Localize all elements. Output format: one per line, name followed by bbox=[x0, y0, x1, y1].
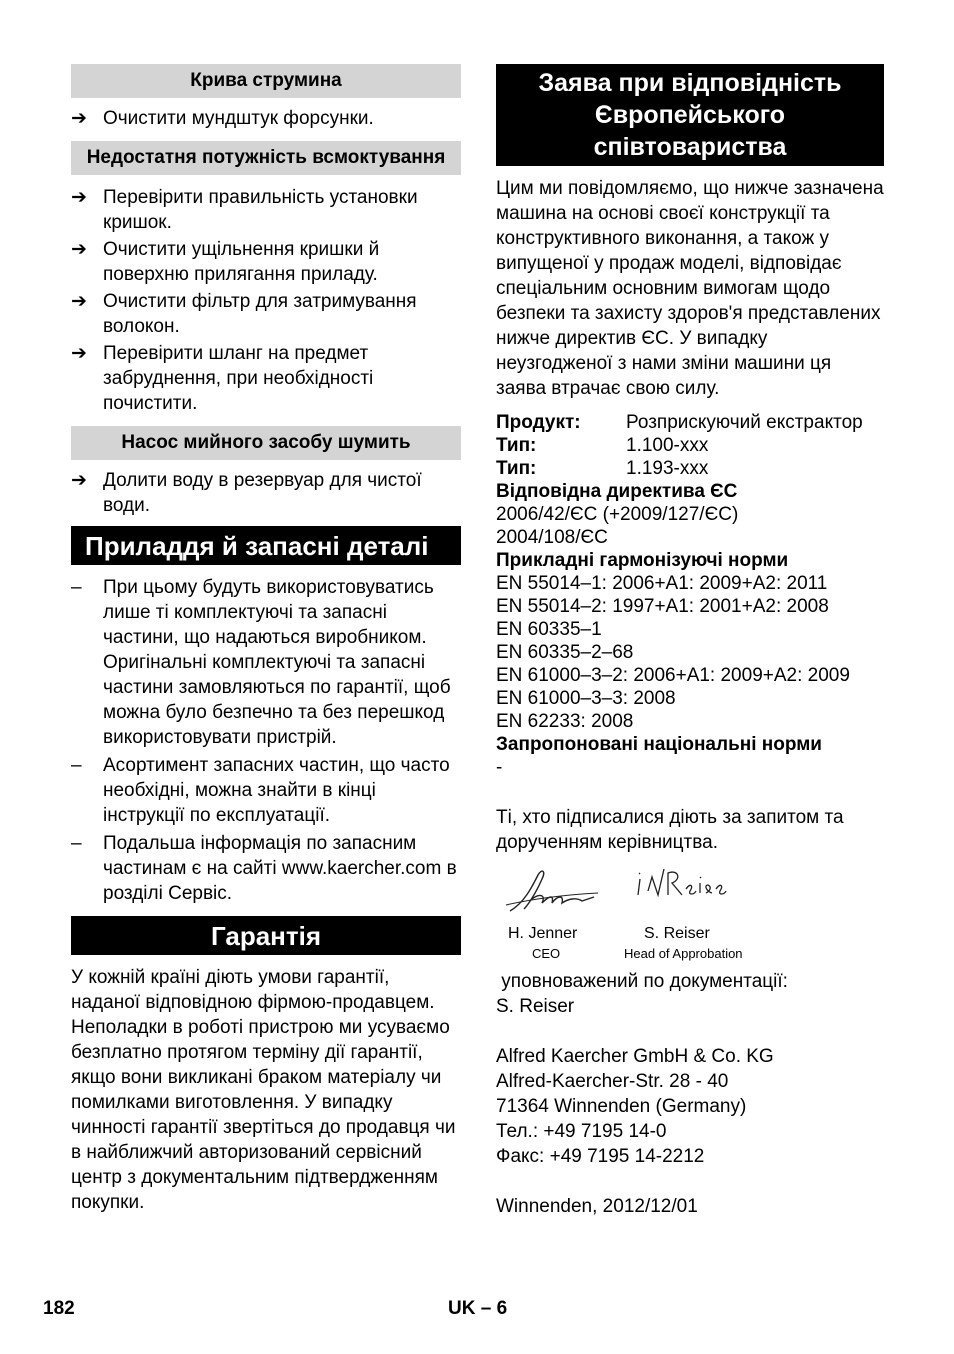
dash-bullet: – bbox=[71, 577, 82, 598]
arrow-icon: ➔ bbox=[71, 108, 87, 129]
warranty-text: У кожній країні діють умови гарантії, наданої відповідною фірмою-продавцем. Неполадки в роботі пристрою ми усуваємо безплатно протягом терміну дії гарантії, якщо вони викликані браком матеріалу чи помилками виготовлення. У випадку чинності гарантії звертіться до продавця чи в найближчий авторизований сервісний центр з документальним підтвердженням покупки. bbox=[71, 967, 456, 1213]
table-row: Продукт: Розприскуючий екстрактор bbox=[496, 412, 863, 433]
authorized-name: S. Reiser bbox=[496, 996, 575, 1017]
list-item: ➔ Перевірити шланг на предмет забруднення, при необхідності почистити. bbox=[71, 343, 374, 414]
signer-role: CEO bbox=[532, 946, 561, 961]
signer-role: Head of Approbation bbox=[624, 946, 743, 961]
left-column bbox=[71, 64, 461, 1215]
arrow-icon: ➔ bbox=[71, 187, 87, 208]
national-norms-title: Запропоновані національні норми bbox=[496, 734, 822, 755]
norm-line: EN 55014–2: 1997+A1: 2001+A2: 2008 bbox=[496, 596, 829, 617]
page-number: 182 bbox=[43, 1298, 75, 1319]
norm-line: EN 60335–2–68 bbox=[496, 642, 634, 663]
list-item: – При цьому будуть використовуватись лише ті комплектуючі та запасні частини, що надаються виробником. Оригінальні комплектуючі та запасні частини замовляються по гарантії, щоб можна було безпечно та без перешкод використовувати пристрій. bbox=[71, 577, 451, 748]
list-item: – Подальша інформація по запасним частинам є на сайті www.kaercher.com в розділі Сервіс. bbox=[71, 833, 457, 904]
table-row: Тип: 1.193-xxx bbox=[496, 458, 709, 479]
national-norms-value: - bbox=[496, 757, 503, 778]
list-item: ➔ Очистити фільтр для затримування волокон. bbox=[71, 291, 417, 337]
norm-line: EN 60335–1 bbox=[496, 619, 602, 640]
signatures bbox=[496, 859, 884, 959]
dash-bullet: – bbox=[71, 755, 82, 776]
directive-line: 2004/108/ЄС bbox=[496, 527, 608, 548]
date-place: Winnenden, 2012/12/01 bbox=[496, 1196, 698, 1217]
directive-line: 2006/42/ЄС (+2009/127/ЄС) bbox=[496, 504, 739, 525]
arrow-icon: ➔ bbox=[71, 239, 87, 260]
address-line: Тел.: +49 7195 14-0 bbox=[496, 1121, 667, 1142]
arrow-icon: ➔ bbox=[71, 291, 87, 312]
signed-text: Ті, хто підписалися діють за запитом та дорученням керівництва. bbox=[496, 807, 844, 853]
dash-bullet: – bbox=[71, 833, 82, 854]
list-item: – Асортимент запасних частин, що часто необхідні, можна знайти в кінці інструкції по експлуатації. bbox=[71, 755, 450, 826]
list-item: ➔ Очистити мундштук форсунки. bbox=[71, 108, 374, 129]
table-row: Тип: 1.100-xxx bbox=[496, 435, 709, 456]
heading-ec-declaration: Заява при відповідність Європейського співтовариства bbox=[496, 64, 884, 166]
list-item: ➔ Перевірити правильність установки кришок. bbox=[71, 187, 418, 233]
product-table bbox=[496, 411, 863, 480]
declaration-intro: Цим ми повідомляємо, що нижче зазначена машина на основі своєї конструкції та конструктивного виконання, а також у випущеної у продаж моделі, відповідає спеціальним основним вимогам щодо безпеки та захисту здоров'я представлених нижче директив ЄС. У випадку неузгодженої з нами зміни машини ця заява втрачає свою силу. bbox=[496, 178, 884, 399]
directive-title: Відповідна директива ЄС bbox=[496, 481, 738, 502]
norm-line: EN 61000–3–3: 2008 bbox=[496, 688, 676, 709]
norm-line: EN 55014–1: 2006+A1: 2009+A2: 2011 bbox=[496, 573, 828, 594]
norm-line: EN 61000–3–2: 2006+A1: 2009+A2: 2009 bbox=[496, 665, 850, 686]
arrow-icon: ➔ bbox=[71, 470, 87, 491]
address-line: 71364 Winnenden (Germany) bbox=[496, 1096, 747, 1117]
list-item: ➔ Очистити ущільнення кришки й поверхню прилягання приладу. bbox=[71, 239, 380, 285]
list-item: ➔ Долити воду в резервуар для чистої води. bbox=[71, 470, 422, 516]
signer-name: S. Reiser bbox=[644, 925, 710, 942]
norm-line: EN 62233: 2008 bbox=[496, 711, 634, 732]
signer-name: H. Jenner bbox=[508, 925, 578, 942]
heading-warranty: Гарантія bbox=[71, 916, 461, 955]
arrow-icon: ➔ bbox=[71, 343, 87, 364]
signature-jenner-image bbox=[502, 865, 602, 917]
norms-title: Прикладні гармонізуючі норми bbox=[496, 550, 789, 571]
heading-suction-power: Недостатня потужність всмоктування bbox=[71, 141, 461, 175]
address-line: Alfred-Kaercher-Str. 28 - 40 bbox=[496, 1071, 729, 1092]
address-line: Alfred Kaercher GmbH & Co. KG bbox=[496, 1046, 774, 1067]
heading-accessories: Приладдя й запасні деталі bbox=[71, 526, 461, 565]
authorized-label: уповноважений по документації: bbox=[496, 971, 788, 992]
right-column bbox=[496, 64, 884, 1219]
address-line: Факс: +49 7195 14-2212 bbox=[496, 1146, 705, 1167]
address-block bbox=[496, 1044, 884, 1169]
language-page-label: UK – 6 bbox=[448, 1298, 508, 1319]
heading-pump-noise: Насос мийного засобу шумить bbox=[71, 426, 461, 460]
signature-reiser-image bbox=[634, 865, 730, 905]
heading-curved-jet: Крива струмина bbox=[71, 64, 461, 98]
